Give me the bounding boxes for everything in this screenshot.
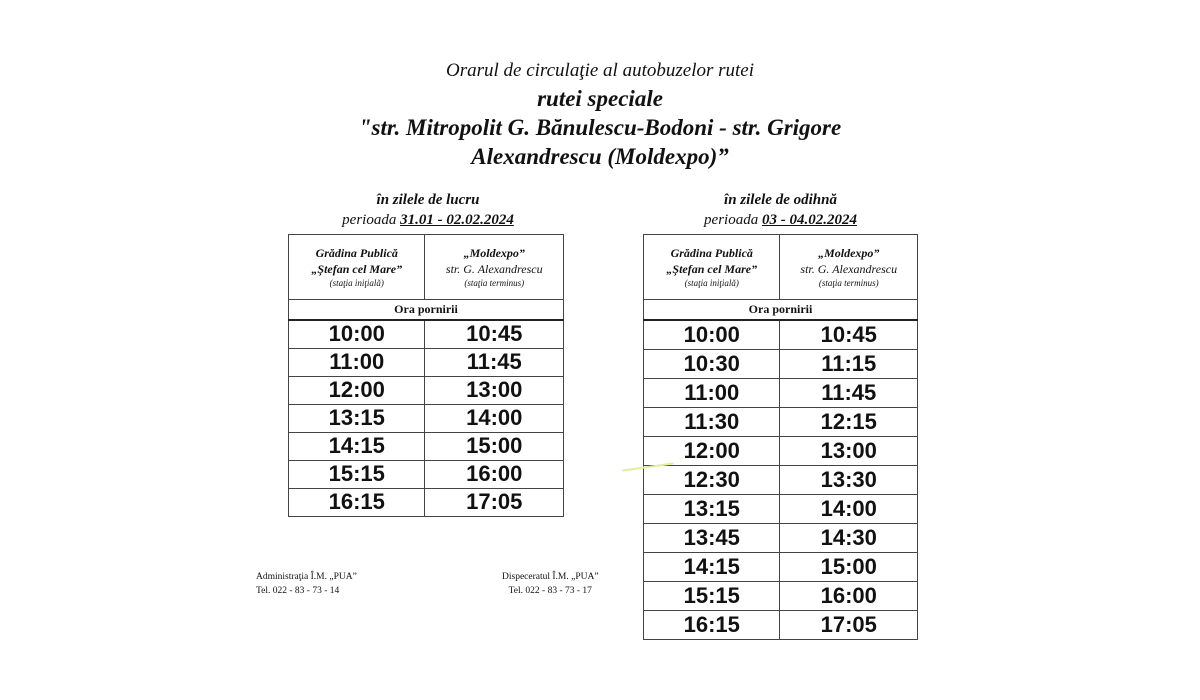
terminus-departure-time: 17:05 [780,610,918,639]
restdays-period-label: perioada [704,212,759,228]
station-header-row [289,235,564,300]
terminus-departure-time: 12:15 [780,407,918,436]
origin-departure-time: 14:15 [644,552,780,581]
schedule-row [289,432,564,460]
origin-station-header [289,235,425,300]
schedule-row [644,523,918,552]
schedule-row [289,348,564,376]
schedule-row [644,320,918,349]
workdays-period-label: perioada [342,212,397,228]
workdays-schedule-table [288,234,564,517]
departure-time-label: Ora pornirii [644,300,918,321]
terminus-departure-time: 14:00 [425,404,564,432]
origin-station-note: (staţia iniţială) [329,277,384,288]
origin-departure-time: 10:00 [289,320,425,348]
title-intro: Orarul de circulaţie al autobuzelor rutei [445,60,755,81]
schedule-row [289,488,564,516]
title-line-2: "str. Mitropolit G. Bănulescu-Bodoni - str. Grigore [358,115,842,140]
terminus-departure-time: 11:15 [780,349,918,378]
restdays-schedule-table [643,234,918,640]
origin-departure-time: 15:15 [289,460,425,488]
restdays-heading [643,190,918,230]
administration-contact [256,570,357,598]
schedule-row [644,436,918,465]
schedule-row [644,349,918,378]
terminus-station-name: „Moldexpo” [463,245,525,260]
terminus-station-header [425,235,564,300]
station-header-row [644,235,918,300]
origin-station-name: Grădina Publică [670,245,753,260]
terminus-departure-time: 10:45 [425,320,564,348]
terminus-station-name: „Moldexpo” [818,245,880,260]
dispatch-phone: Tel. 022 - 83 - 73 - 17 [508,586,592,596]
origin-departure-time: 13:45 [644,523,780,552]
departure-label-row [644,300,918,321]
restdays-period [643,210,918,230]
origin-departure-time: 16:15 [289,488,425,516]
restdays-label: în zilele de odihnă [724,192,837,208]
origin-station-name-2: „Ştefan cel Mare” [666,261,758,276]
terminus-departure-time: 15:00 [780,552,918,581]
restdays-period-dates: 03 - 04.02.2024 [761,212,857,228]
origin-departure-time: 14:15 [289,432,425,460]
origin-departure-time: 10:30 [644,349,780,378]
schedule-title [0,58,1200,171]
workdays-period-dates: 31.01 - 02.02.2024 [400,212,514,228]
origin-station-header [644,235,780,300]
terminus-station-header [780,235,918,300]
schedule-row [644,552,918,581]
terminus-departure-time: 14:30 [780,523,918,552]
dispatch-contact [502,570,599,598]
departure-time-label: Ora pornirii [289,300,564,321]
departure-label-row [289,300,564,321]
terminus-station-name-2: str. G. Alexandrescu [445,261,543,276]
administration-phone: Tel. 022 - 83 - 73 - 14 [256,586,340,596]
terminus-departure-time: 14:00 [780,494,918,523]
terminus-departure-time: 11:45 [780,378,918,407]
terminus-departure-time: 13:00 [780,436,918,465]
schedule-row [644,465,918,494]
schedule-row [644,581,918,610]
terminus-departure-time: 13:30 [780,465,918,494]
workdays-label: în zilele de lucru [376,192,480,208]
origin-departure-time: 13:15 [644,494,780,523]
schedule-row [289,404,564,432]
title-line-1: rutei speciale [537,86,663,111]
origin-departure-time: 12:00 [644,436,780,465]
origin-departure-time: 13:15 [289,404,425,432]
schedule-row [644,407,918,436]
terminus-station-note: (staţia terminus) [464,277,525,288]
workdays-heading [288,190,568,230]
terminus-departure-time: 10:45 [780,320,918,349]
origin-station-name: Grădina Publică [315,245,398,260]
terminus-departure-time: 16:00 [780,581,918,610]
schedule-row [289,320,564,348]
terminus-departure-time: 11:45 [425,348,564,376]
dispatch-name: Dispeceratul Î.M. „PUA” [502,572,599,582]
terminus-departure-time: 13:00 [425,376,564,404]
schedule-row [289,460,564,488]
origin-departure-time: 15:15 [644,581,780,610]
origin-departure-time: 11:00 [289,348,425,376]
origin-departure-time: 16:15 [644,610,780,639]
schedule-row [644,494,918,523]
terminus-departure-time: 17:05 [425,488,564,516]
origin-station-name-2: „Ştefan cel Mare” [311,261,403,276]
terminus-station-name-2: str. G. Alexandrescu [800,261,898,276]
origin-departure-time: 12:30 [644,465,780,494]
terminus-departure-time: 15:00 [425,432,564,460]
schedule-row [289,376,564,404]
schedule-row [644,610,918,639]
origin-departure-time: 11:30 [644,407,780,436]
origin-departure-time: 11:00 [644,378,780,407]
origin-departure-time: 12:00 [289,376,425,404]
workdays-period [288,210,568,230]
origin-station-note: (staţia iniţială) [684,277,739,288]
administration-name: Administraţia Î.M. „PUA” [256,572,357,582]
terminus-departure-time: 16:00 [425,460,564,488]
title-line-3: Alexandrescu (Moldexpo)” [471,144,729,169]
terminus-station-note: (staţia terminus) [818,277,879,288]
origin-departure-time: 10:00 [644,320,780,349]
schedule-row [644,378,918,407]
